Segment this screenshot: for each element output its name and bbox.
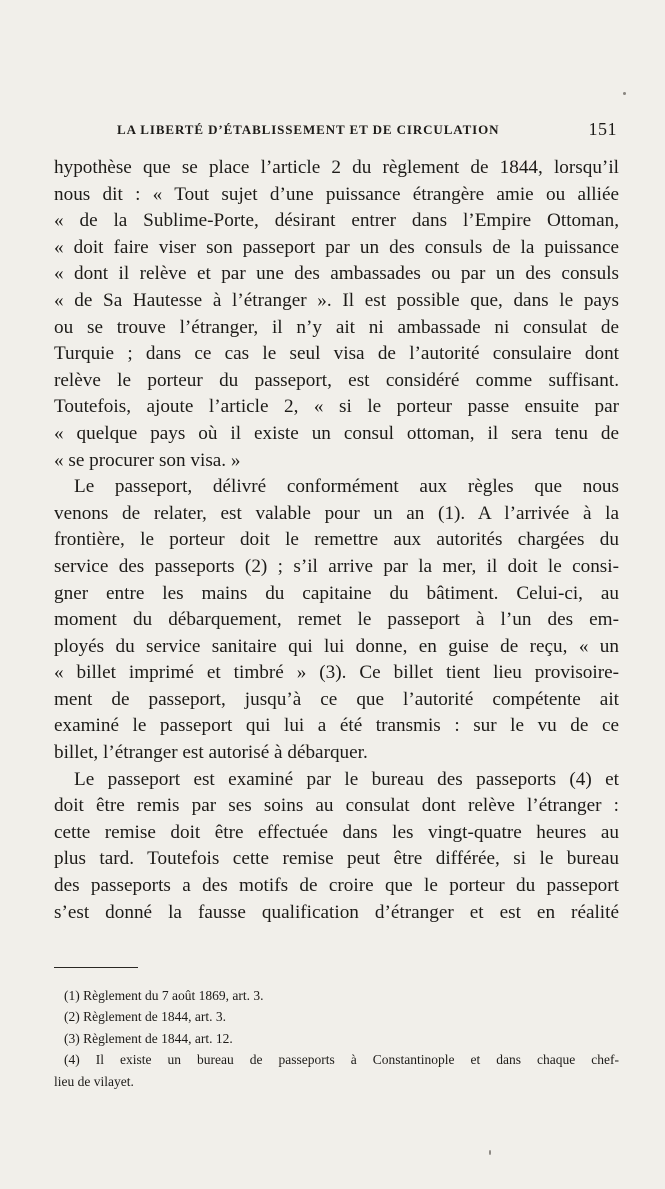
paragraph-end-line: billet, l’étranger est autorisé à débarquer. xyxy=(54,742,368,764)
text-line: examiné le passeport qui lui a été transmis : sur le vu de ce xyxy=(54,715,619,737)
text-line: nous dit : « Tout sujet d’une puissance étrangère amie ou alliée xyxy=(54,183,619,205)
text-line: frontière, le porteur doit le remettre aux autorités chargées du xyxy=(54,529,619,551)
footnote: (2) Règlement de 1844, art. 3. xyxy=(64,1009,226,1025)
page-number: 151 xyxy=(588,119,617,139)
text-line: « de la Sublime-Porte, désirant entrer dans l’Empire Ottoman, xyxy=(54,210,619,232)
text-line: doit être remis par ses soins au consulat dont relève l’étranger : xyxy=(54,795,619,817)
text-line: relève le porteur du passeport, est considéré comme suffisant. xyxy=(54,369,619,391)
text-line: « quelque pays où il existe un consul ottoman, il sera tenu de xyxy=(54,422,619,444)
text-line: gner entre les mains du capitaine du bâtiment. Celui-ci, au xyxy=(54,582,619,604)
paper-speck xyxy=(489,1150,491,1155)
body-text xyxy=(54,155,619,926)
footnote-separator xyxy=(54,967,138,968)
footnote: (1) Règlement du 7 août 1869, art. 3. xyxy=(64,988,264,1003)
paragraph-end-line: « se procurer son visa. » xyxy=(54,449,241,471)
paragraph-start-line: Le passeport est examiné par le bureau des passeports (4) et xyxy=(74,768,619,790)
text-line: « doit faire viser son passeport par un des consuls de la puissance xyxy=(54,236,619,258)
text-line: ou se trouve l’étranger, il n’y ait ni ambassade ni consulat de xyxy=(54,316,619,338)
footnote-continuation: lieu de vilayet. xyxy=(54,1073,134,1089)
text-line: des passeports a des motifs de croire que le porteur du passeport xyxy=(54,875,619,897)
text-line: Turquie ; dans ce cas le seul visa de l’autorité consulaire dont xyxy=(54,343,619,365)
text-line: Toutefois, ajoute l’article 2, « si le porteur passe ensuite par xyxy=(54,396,619,418)
text-line: « billet imprimé et timbré » (3). Ce billet tient lieu provisoire- xyxy=(54,662,619,684)
paper-speck xyxy=(623,92,626,95)
footnote: (4) Il existe un bureau de passeports à Constantinople et dans chaque chef- xyxy=(64,1052,619,1068)
text-line: « de Sa Hautesse à l’étranger ». Il est possible que, dans le pays xyxy=(54,289,619,311)
text-line: ment de passeport, jusqu’à ce que l’autorité compétente ait xyxy=(54,688,619,710)
running-title: LA LIBERTÉ D’ÉTABLISSEMENT ET DE CIRCULATION xyxy=(117,122,500,137)
footnote: (3) Règlement de 1844, art. 12. xyxy=(64,1030,233,1046)
footnotes xyxy=(54,985,619,1092)
text-line: service des passeports (2) ; s’il arrive par la mer, il doit le consi- xyxy=(54,555,619,577)
text-line: venons de relater, est valable pour un an (1). A l’arrivée à la xyxy=(54,502,619,524)
text-line: « dont il relève et par une des ambassades ou par un des consuls xyxy=(54,263,619,285)
text-line: ployés du service sanitaire qui lui donne, en guise de reçu, « un xyxy=(54,635,619,657)
text-line: hypothèse que se place l’article 2 du règlement de 1844, lorsqu’il xyxy=(54,157,619,178)
text-line: s’est donné la fausse qualification d’étranger et est en réalité xyxy=(54,901,619,923)
running-head xyxy=(117,119,617,142)
text-line: moment du débarquement, remet le passeport à l’un des em- xyxy=(54,609,619,631)
paragraph-start-line: Le passeport, délivré conformément aux règles que nous xyxy=(74,476,619,498)
text-line: cette remise doit être effectuée dans les vingt-quatre heures au xyxy=(54,821,619,843)
text-line: plus tard. Toutefois cette remise peut être différée, si le bureau xyxy=(54,848,619,870)
